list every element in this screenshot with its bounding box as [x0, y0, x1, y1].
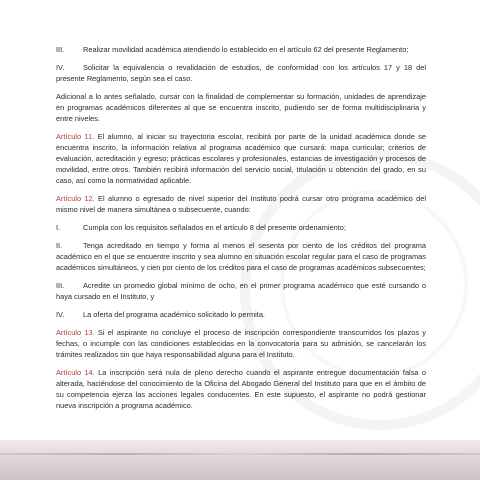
page-footer-band — [0, 440, 480, 480]
list-item-text: Acredite un promedio global mínimo de ocho, en el primer programa académico que esté cursando o haya cursado en el Instituto, y — [56, 281, 426, 301]
article-paragraph — [56, 367, 426, 411]
list-item-text: Tenga acreditado en tiempo y forma al menos el sesenta por ciento de los créditos del programa académico en el que se encuentre inscrito y sea alumno en situación escolar regular para el caso de programas académicos simultáneos, y cien por ciento de los créditos para el caso de programas académicos subsecuentes; — [56, 241, 426, 272]
list-item — [56, 62, 426, 84]
document-body — [56, 44, 426, 418]
article-text: El alumno, al iniciar su trayectoria escolar, recibirá por parte de la unidad académica donde se encuentra inscrito, la información relativa al programa académico que cursará: mapa curricular; criterios de evaluación, acreditación y egreso; prácticas escolares y profesionales, estancias de investigación y procesos de movilidad, entre otros. También recibirá información del servicio social, titulación u obtención del grado, en su caso, así como la normatividad aplicable. — [56, 132, 426, 185]
article-heading: Artículo 12. — [56, 194, 95, 203]
list-numeral: I. — [56, 223, 61, 232]
list-numeral: III. — [56, 281, 65, 290]
list-item — [56, 44, 426, 55]
article-heading: Artículo 14. — [56, 368, 95, 377]
article-paragraph — [56, 327, 426, 360]
list-item — [56, 222, 426, 233]
list-item-text: Solicitar la equivalencia o revalidación de estudios, de conformidad con los artículos 17 y 18 del presente Reglamento, según sea el caso. — [56, 63, 426, 83]
paragraph: Adicional a lo antes señalado, cursar con la finalidad de complementar su formación, unidades de aprendizaje en programas académicos diferentes al que se encuentra inscrito, pudiendo ser de forma multidisciplinaria y entre niveles. — [56, 92, 426, 123]
article-text: Si el aspirante no concluye el proceso de inscripción correspondiente transcurridos los plazos y fechas, o incumple con las condiciones establecidas en la convocatoria para su admisión, se cancelarán los trámites realizados sin que haya responsabilidad alguna para el Instituto. — [56, 328, 426, 359]
list-numeral: III. — [56, 45, 65, 54]
list-item — [56, 309, 426, 320]
article-heading: Artículo 13. — [56, 328, 95, 337]
footer-decoration — [0, 453, 480, 455]
article-text: La inscripción será nula de pleno derecho cuando el aspirante entregue documentación falsa o alterada, haciéndose del conocimiento de la Oficina del Abogado General del Instituto para que en el ámbito de su competencia ejerza las acciones legales conducentes. En este supuesto, el aspirante no podrá gestionar nueva inscripción a programa académico. — [56, 368, 426, 410]
article-text: El alumno o egresado de nivel superior del Instituto podrá cursar otro programa académico del mismo nivel de manera simultánea o subsecuente, cuando: — [56, 194, 426, 214]
list-item-text: La oferta del programa académico solicitado lo permita. — [83, 310, 265, 319]
article-heading: Artículo 11. — [56, 132, 95, 141]
article-paragraph — [56, 193, 426, 215]
list-numeral: II. — [56, 241, 63, 250]
list-numeral: IV. — [56, 63, 65, 72]
article-paragraph — [56, 131, 426, 186]
list-numeral: IV. — [56, 310, 65, 319]
list-item — [56, 240, 426, 273]
list-item — [56, 280, 426, 302]
list-item-text: Cumpla con los requisitos señalados en el artículo 8 del presente ordenamiento; — [83, 223, 346, 232]
list-item-text: Realizar movilidad académica atendiendo lo establecido en el artículo 62 del presente Reglamento; — [83, 45, 409, 54]
